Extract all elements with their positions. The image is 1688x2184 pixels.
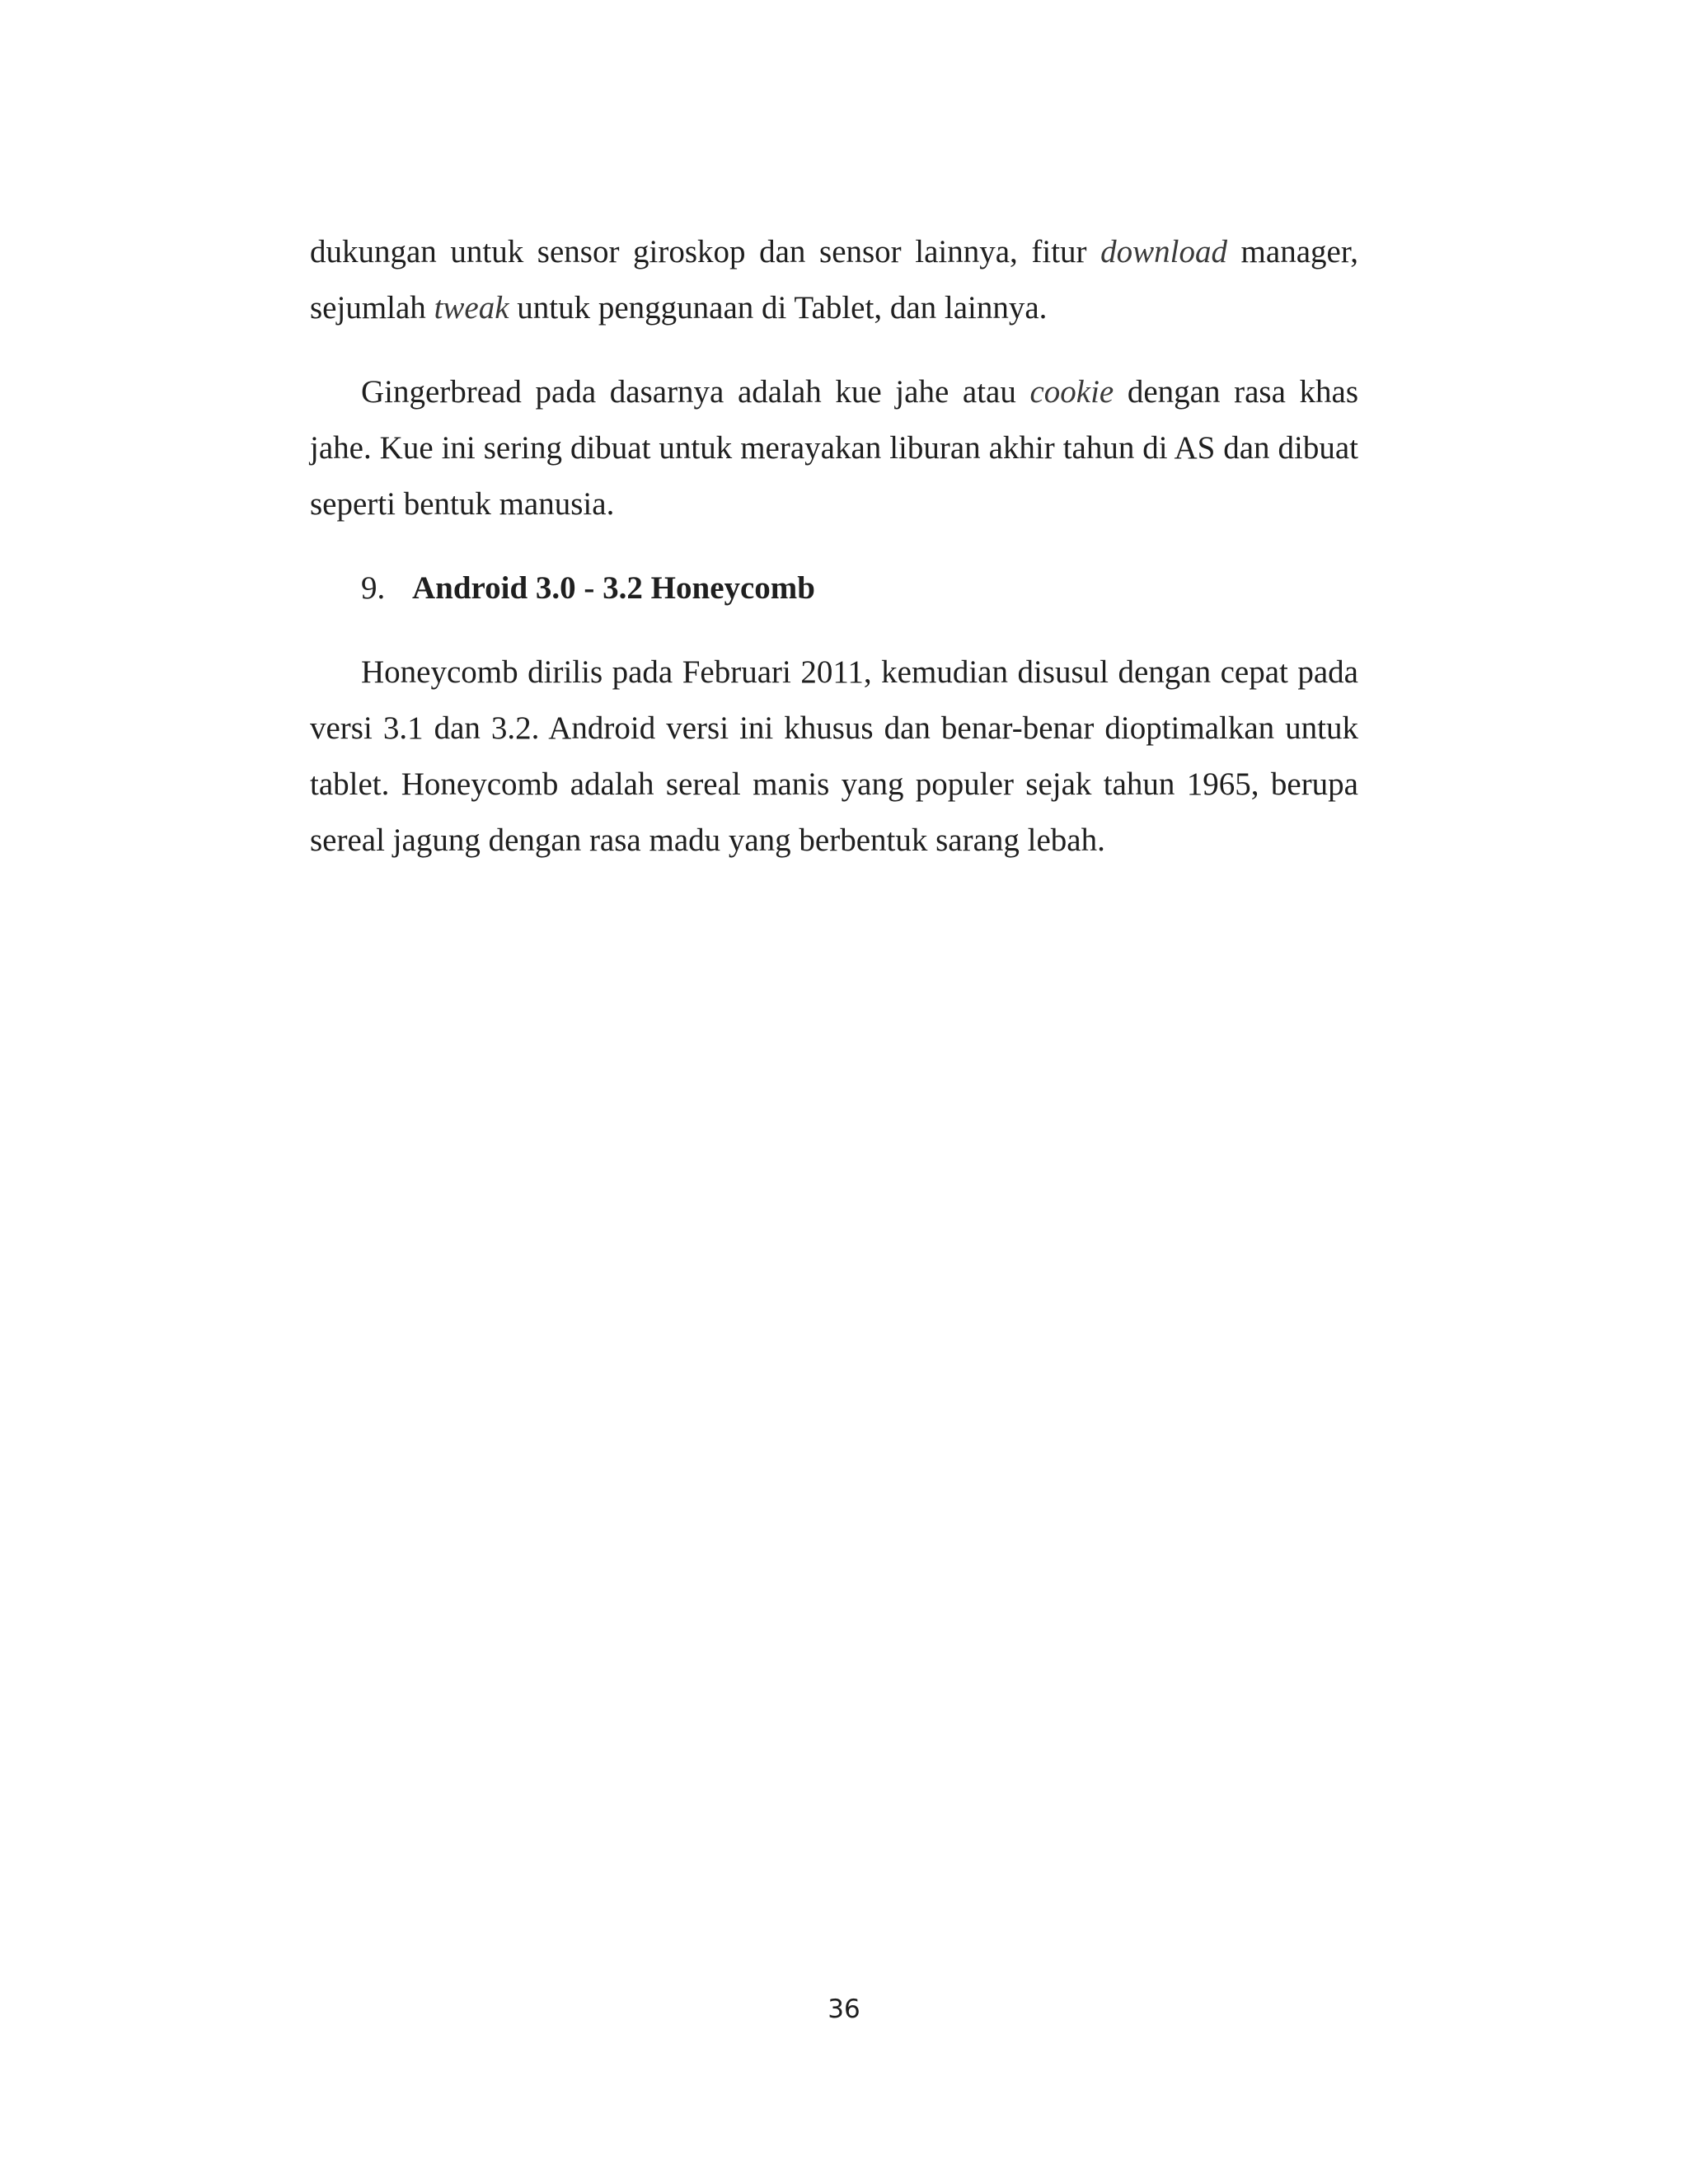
italic-term-download: download <box>1100 234 1227 269</box>
paragraph-sensor-features <box>310 224 1358 336</box>
page-number: 36 <box>828 1994 860 2024</box>
paragraph-text: manager, sejumlah <box>310 234 1358 326</box>
page-body <box>310 224 1358 869</box>
paragraph-text: dengan rasa khas jahe. Kue ini sering dibuat untuk merayakan liburan akhir tahun di AS dan dibuat seperti bentuk manusia. <box>310 374 1358 522</box>
paragraph-text: dukungan untuk sensor giroskop dan sensor lainnya, fitur <box>310 234 1101 269</box>
paragraph-gingerbread <box>310 364 1358 532</box>
paragraph-text: Honeycomb dirilis pada Februari 2011, kemudian disusul dengan cepat pada versi 3.1 dan 3.2. Android versi ini khusus dan benar-benar dioptimalkan untuk tablet. Honeycomb adalah sereal manis yang populer sejak tahun 1965, berupa sereal jagung dengan rasa madu yang berbentuk sarang lebah. <box>310 654 1358 858</box>
italic-term-tweak: tweak <box>434 290 509 326</box>
paragraph-text: Gingerbread pada dasarnya adalah kue jahe atau <box>361 374 1030 410</box>
section-number: 9. <box>361 570 386 606</box>
paragraph-honeycomb <box>310 644 1358 869</box>
section-title: Android 3.0 - 3.2 Honeycomb <box>412 570 815 606</box>
paragraph-text: untuk penggunaan di Tablet, dan lainnya. <box>509 290 1048 326</box>
italic-term-cookie: cookie <box>1029 374 1114 410</box>
section-heading <box>310 560 1358 616</box>
